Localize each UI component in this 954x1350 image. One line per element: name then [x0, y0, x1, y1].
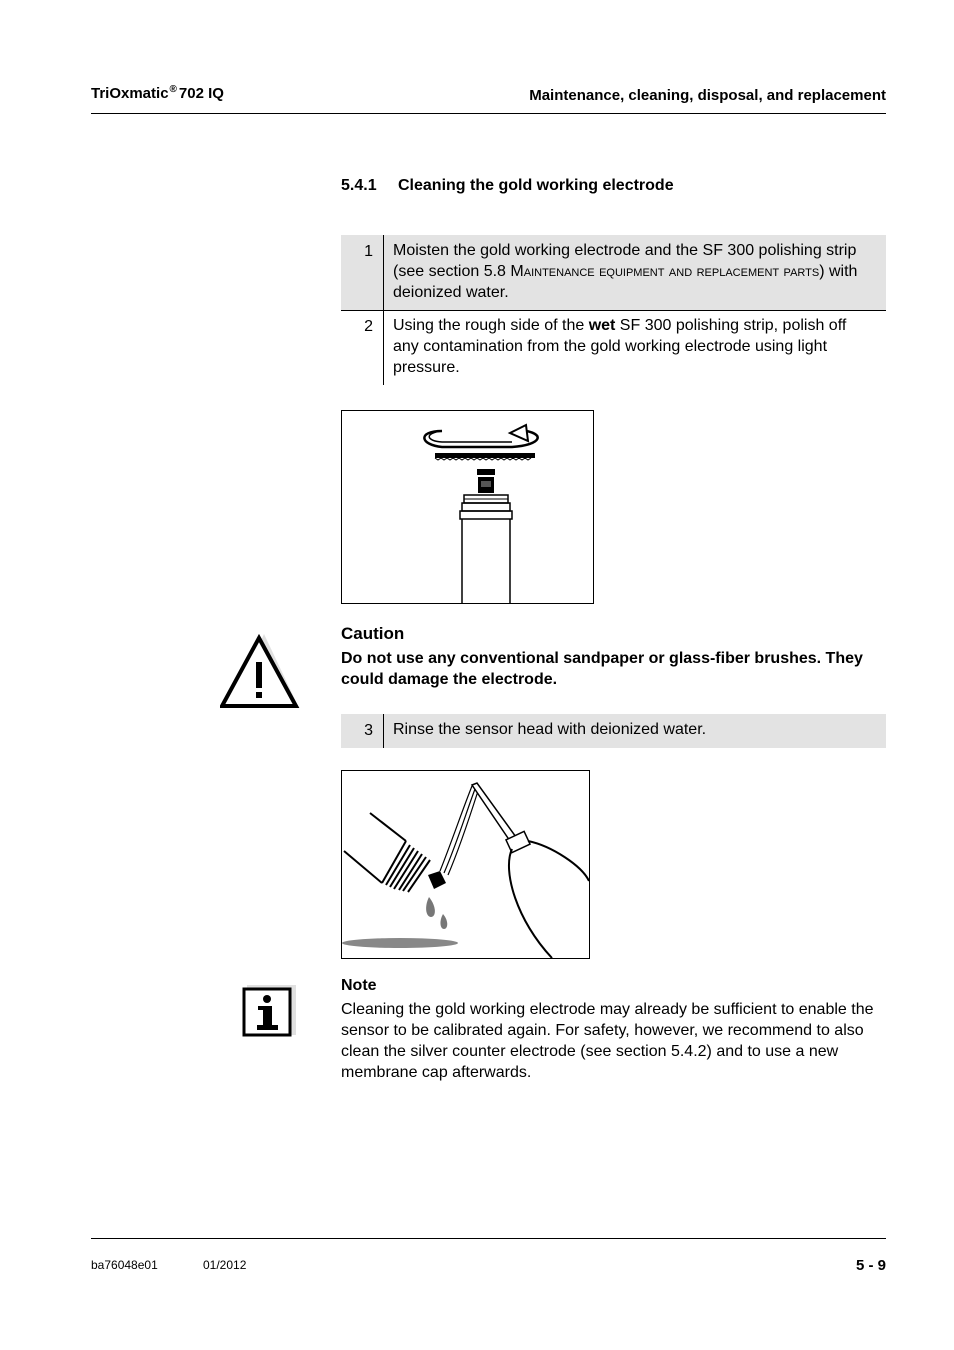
step-row-2: [341, 310, 886, 387]
step-text-part: Using the rough side of the: [393, 317, 589, 334]
section-title: Cleaning the gold working electrode: [398, 177, 674, 194]
caution-title: Caution: [341, 624, 405, 643]
registered-mark: ®: [169, 84, 177, 95]
step-text-part: Moisten the gold working electrode and the SF 300 polishing strip (see section 5.8: [393, 242, 857, 280]
footer-page-number: 5 - 9: [855, 1257, 886, 1274]
header-chapter-title: Maintenance, cleaning, disposal, and replacement: [529, 87, 886, 104]
step-number: 1: [364, 243, 373, 260]
step-text: [393, 240, 876, 303]
note-text: Cleaning the gold working electrode may already be sufficient to enable the sensor to be calibrated again. For safety, however, we recommend to also clean the silver counter electrode (see section 5.4.2) and to use a new membrane cap afterwards.: [341, 1001, 874, 1081]
section-heading: [341, 177, 674, 195]
step-divider: [383, 311, 384, 385]
product-name: TriOxmatic: [91, 85, 169, 102]
step-row-3: [341, 714, 886, 748]
step-emphasis: wet: [588, 317, 616, 334]
note-title: Note: [341, 977, 377, 994]
polishing-illustration: [341, 410, 594, 604]
step-divider: [383, 714, 384, 748]
step-row-1: [341, 235, 886, 310]
caution-text: Do not use any conventional sandpaper or glass-fiber brushes. They could damage the electrode.: [341, 650, 863, 688]
header-rule: [91, 113, 886, 114]
step-number: 3: [364, 722, 373, 739]
info-icon: [242, 985, 296, 1037]
step-text: Rinse the sensor head with deionized water.: [393, 721, 707, 738]
polishing-drawing: [342, 411, 593, 603]
header-product: [91, 84, 224, 102]
step-divider: [383, 235, 384, 310]
step-text: [393, 315, 876, 378]
step-text-part: SF 300 polishing strip, polish off any contamination from the gold working electrode using light pressure.: [393, 317, 847, 376]
step-number: 2: [364, 318, 373, 335]
rinsing-drawing: [342, 771, 589, 958]
rinsing-illustration: [341, 770, 590, 959]
footer-date: 01/2012: [203, 1258, 247, 1272]
product-model: 702 IQ: [178, 85, 224, 102]
step-text-part: ) with deionized water.: [393, 263, 858, 301]
section-number: 5.4.1: [341, 177, 377, 194]
footer-rule: [91, 1238, 886, 1239]
warning-triangle-icon: [220, 632, 300, 710]
footer-doc-number: ba76048e01: [91, 1258, 158, 1272]
section-cross-reference: Maintenance equipment and replacement parts: [510, 263, 820, 280]
